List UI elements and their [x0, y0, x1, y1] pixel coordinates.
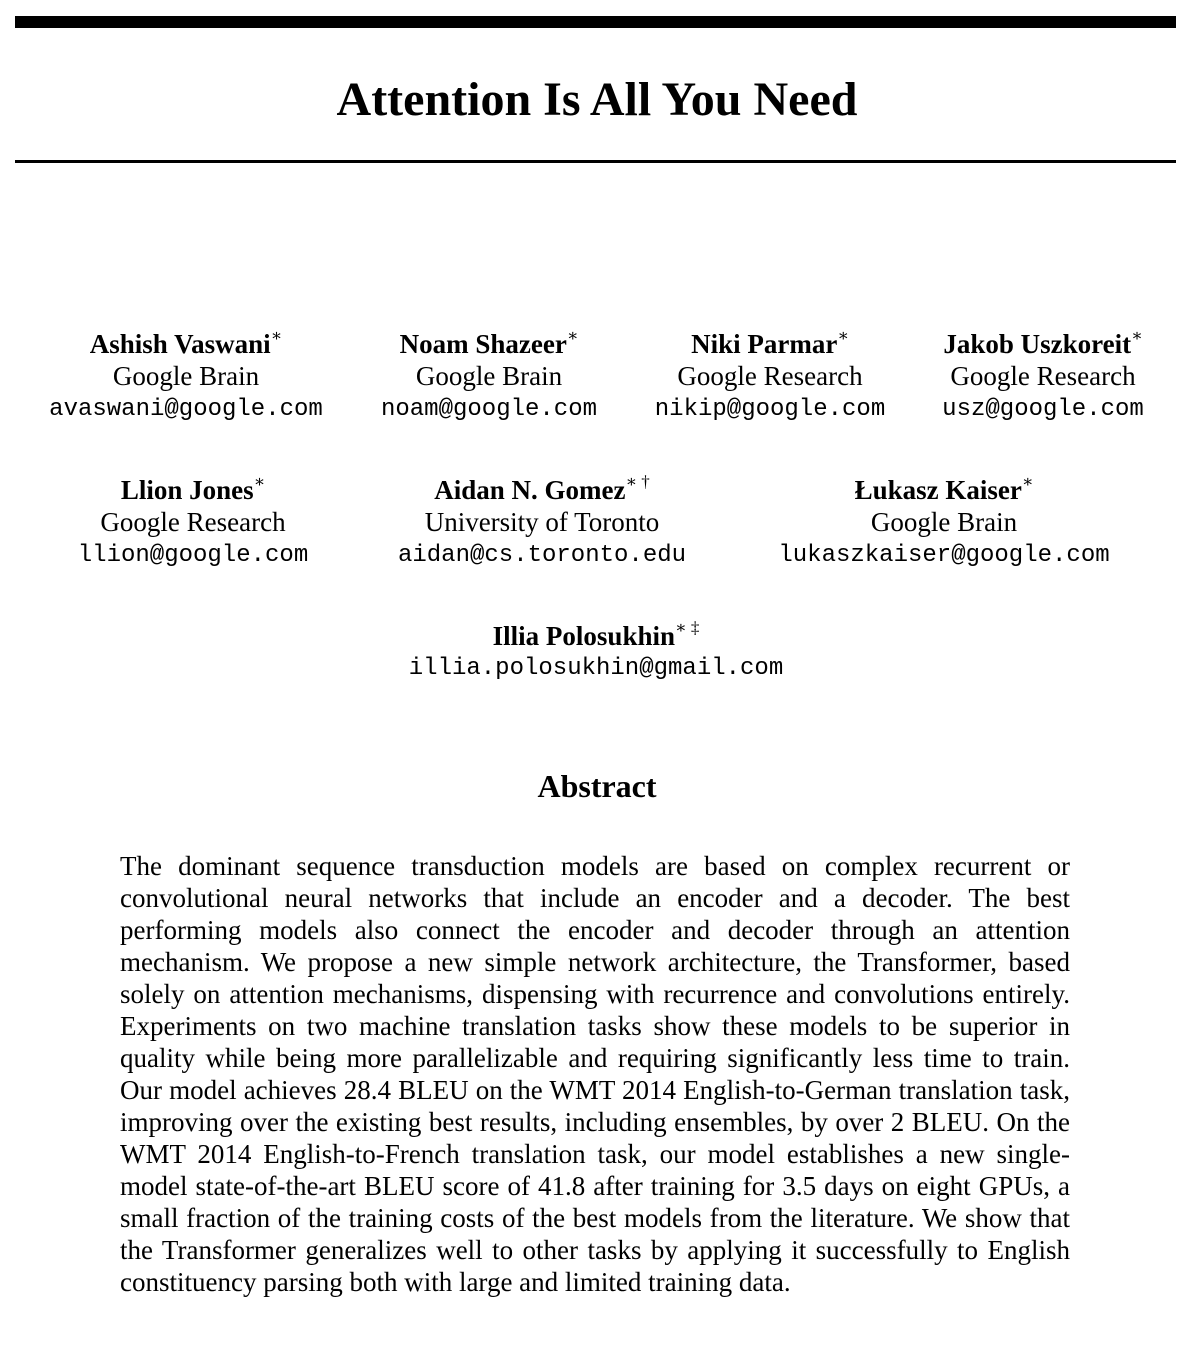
author-marks: ∗	[253, 472, 266, 491]
author-email: lukaszkaiser@google.com	[778, 542, 1110, 569]
author-email: illia.polosukhin@gmail.com	[408, 655, 784, 682]
author-block	[778, 474, 1109, 572]
author-block	[49, 328, 323, 426]
author-affiliation: Google Research	[950, 361, 1136, 391]
author-name: Łukasz Kaiser∗	[854, 472, 1034, 505]
author-name: Aidan N. Gomez∗ †	[434, 472, 650, 505]
author-block	[78, 474, 308, 572]
author-block	[655, 328, 885, 426]
author-affiliation: Google Brain	[870, 507, 1018, 537]
author-email: nikip@google.com	[654, 396, 886, 423]
author-marks: ∗	[270, 326, 283, 345]
author-marks: ∗ ‡	[675, 618, 700, 637]
author-marks: ∗	[1131, 326, 1143, 345]
title-bottom-rule	[15, 160, 1176, 163]
author-block	[398, 474, 686, 572]
author-email: noam@google.com	[380, 396, 598, 423]
abstract-text: The dominant sequence transduction models are based on complex recurrent or convolutional neural networks that include an encoder and a decoder. The best performing models also connect the encoder and decoder through an attention mechanism. We propose a new simple network architecture, the Transformer, based solely on attention mechanisms, dispensing with recurrence and convolutions entirely. Experiments on two machine translation tasks show these models to be superior in quality while being more parallelizable and requiring significantly less time to train. Our model achieves 28.4 BLEU on the WMT 2014 English-to-German translation task, improving over the existing best results, including ensembles, by over 2 BLEU. On the WMT 2014 English-to-French translation task, our model establishes a new single-model state-of-the-art BLEU score of 41.8 after training for 3.5 days on eight GPUs, a small fraction of the training costs of the best models from the literature. We show that the Transformer generalizes well to other tasks by applying it successfully to English constituency parsing both with large and limited training data.	[120, 851, 1070, 1297]
author-name: Illia Polosukhin∗ ‡	[492, 618, 700, 651]
author-name: Noam Shazeer∗	[399, 326, 579, 359]
author-email: aidan@cs.toronto.edu	[397, 542, 687, 569]
author-affiliation: Google Research	[100, 507, 286, 537]
author-block	[942, 328, 1144, 426]
author-name: Ashish Vaswani∗	[89, 326, 283, 359]
author-marks: ∗	[837, 326, 849, 345]
paper-title: Attention Is All You Need	[336, 73, 858, 126]
author-email: llion@google.com	[77, 542, 309, 569]
author-name: Jakob Uszkoreit∗	[943, 326, 1143, 359]
title-top-rule	[15, 16, 1176, 28]
abstract-heading: Abstract	[537, 768, 657, 804]
author-block	[381, 328, 597, 426]
author-affiliation: Google Research	[677, 361, 863, 391]
author-email: usz@google.com	[942, 396, 1144, 423]
author-name: Niki Parmar∗	[691, 326, 849, 359]
author-email: avaswani@google.com	[49, 396, 323, 423]
author-marks: ∗ †	[625, 472, 650, 491]
author-marks: ∗	[566, 326, 579, 345]
author-affiliation: University of Toronto	[424, 507, 660, 537]
author-marks: ∗	[1021, 472, 1034, 491]
author-affiliation: Google Brain	[415, 361, 563, 391]
author-affiliation: Google Brain	[112, 361, 260, 391]
author-block	[409, 620, 783, 685]
author-name: Llion Jones∗	[120, 472, 266, 505]
